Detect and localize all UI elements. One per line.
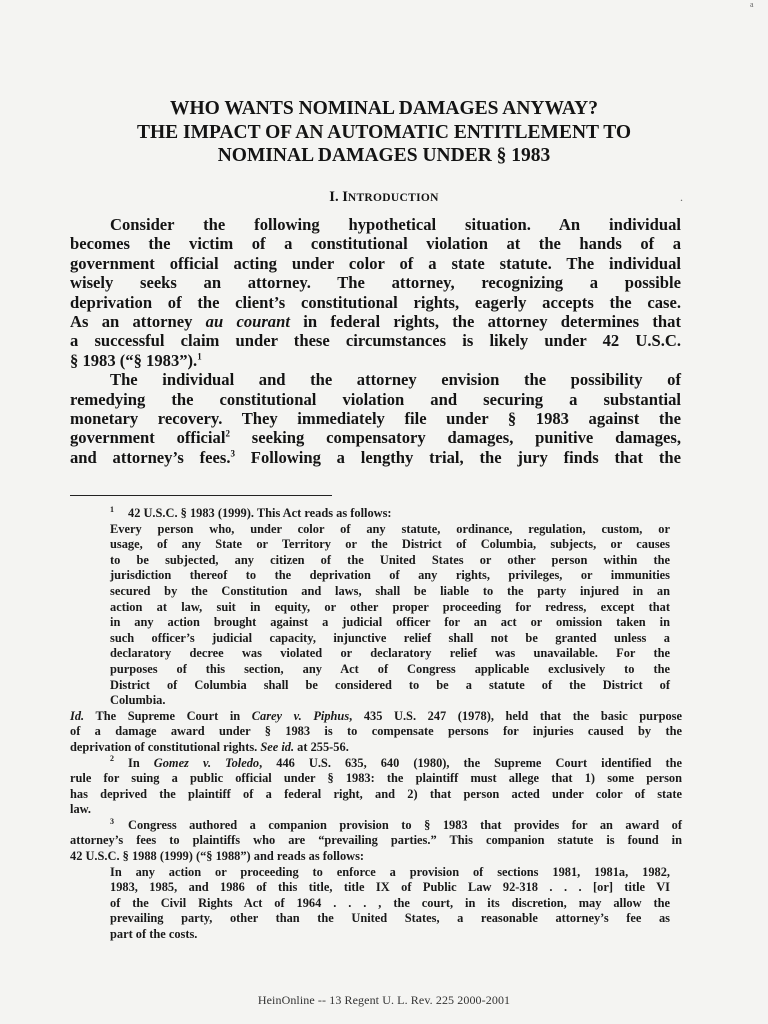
- text-run: in federal rights, the attorney determines that: [289, 312, 681, 332]
- id-signal: Id.: [70, 708, 85, 723]
- text-run: , 446 U.S. 635, 640 (1980), the Supreme Court identified the: [259, 755, 682, 770]
- scan-speck: .: [680, 190, 683, 204]
- case-name: Carey v. Piphus: [251, 708, 350, 723]
- text-run: and attorney’s fees.: [70, 447, 231, 467]
- text-run: In: [128, 755, 154, 770]
- body-paragraphs: [70, 215, 681, 467]
- footnote-3-line: attorney’s fees to plaintiffs who are “prevailing parties.” This companion statute is found in: [70, 833, 682, 848]
- quote-line: such officer’s judicial capacity, injunctive relief shall not be granted unless a: [110, 630, 670, 645]
- body-line: monetary recovery. They immediately file under § 1983 against the: [70, 409, 681, 429]
- body-line: [70, 428, 681, 447]
- text-run: government official: [70, 428, 226, 448]
- quote-line: to be subjected, any citizen of the United States or other person within the: [110, 552, 670, 567]
- footnote-number: 1: [110, 504, 114, 514]
- body-line: [70, 448, 681, 467]
- title-line: WHO WANTS NOMINAL DAMAGES ANYWAY?: [170, 98, 598, 119]
- footnote-2-line: has deprived the plaintiff of a federal right, and 2) that person acted under color of state: [70, 786, 682, 801]
- quote-line: of the Civil Rights Act of 1964 . . . , the court, in its discretion, may allow the: [110, 895, 670, 910]
- body-line: deprivation of the client’s constitutional rights, eagerly accepts the case.: [70, 292, 681, 312]
- footnote-number: 2: [110, 754, 114, 764]
- footnote-ref[interactable]: 3: [230, 448, 235, 459]
- case-name: Gomez v. Toledo: [153, 755, 260, 770]
- quote-line: Every person who, under color of any statute, ordinance, regulation, custom, or: [110, 521, 670, 536]
- quote-line: usage, of any State or Territory or the District of Columbia, subjects, or causes: [110, 537, 670, 552]
- page-citation: HeinOnline -- 13 Regent U. L. Rev. 225 2000-2001: [257, 993, 511, 1007]
- footnote-number: 3: [110, 816, 114, 826]
- body-line: [70, 312, 681, 331]
- body-line: remedying the constitutional violation and securing a substantial: [70, 389, 681, 409]
- body-line: The individual and the attorney envision the possibility of: [110, 370, 681, 390]
- title-line: THE IMPACT OF AN AUTOMATIC ENTITLEMENT TO: [136, 121, 632, 143]
- section-title-initial: I: [342, 189, 348, 205]
- section-heading: [0, 189, 768, 206]
- footnotes: [70, 506, 682, 943]
- body-line: a successful claim under these circumstances is likely under 42 U.S.C.: [70, 331, 681, 351]
- section-title-rest: NTRODUCTION: [347, 192, 439, 204]
- quote-line: purposes of this section, any Act of Congress applicable exclusively to the: [110, 661, 670, 676]
- see-id-signal: See id.: [260, 739, 295, 754]
- footnote-divider: [70, 495, 332, 496]
- footnote-ref[interactable]: 2: [225, 428, 230, 439]
- text-run: Following a lengthy trial, the jury finds that the: [235, 447, 681, 467]
- text-run: As an attorney: [70, 312, 206, 332]
- quote-line: jurisdiction thereof to the deprivation of any rights, privileges, or immunities: [110, 568, 670, 583]
- text-run: , 435 U.S. 247 (1978), held that the basic purpose: [349, 708, 682, 723]
- body-line: wisely seeks an attorney. The attorney, recognizing a possible: [70, 273, 681, 293]
- text-run: at 255-56.: [294, 739, 349, 754]
- quote-line: In any action or proceeding to enforce a provision of sections 1981, 1981a, 1982,: [110, 864, 670, 879]
- quote-line: in any action brought against a judicial officer for an act or omission taken in: [110, 615, 670, 630]
- footnote-ref[interactable]: 1: [197, 351, 202, 362]
- quote-line: action at law, suit in equity, or other proper proceeding for redress, except that: [110, 599, 670, 614]
- quote-line: 1983, 1985, and 1986 of this title, title IX of Public Law 92-318 . . . [or] title VI: [110, 880, 670, 895]
- body-line: government official acting under color of a state statute. The individual: [70, 253, 681, 273]
- title-line: NOMINAL DAMAGES UNDER § 1983: [217, 145, 551, 166]
- text-run: seeking compensatory damages, punitive damages,: [229, 428, 681, 448]
- text-run: The Supreme Court in: [84, 708, 252, 723]
- quote-line: prevailing party, other than the United States, a reasonable attorney’s fee as: [110, 911, 670, 926]
- article-title: [60, 97, 708, 168]
- body-line: Consider the following hypothetical situation. An individual: [110, 215, 681, 234]
- body-line: [70, 351, 681, 370]
- quote-line: District of Columbia shall be considered to be a statute of the District of: [110, 677, 670, 692]
- text-run: § 1983 (“§ 1983”).: [70, 350, 198, 370]
- footnote-1-line: [70, 740, 682, 756]
- footnote-2-line: [70, 756, 682, 772]
- footnote-3-line: [70, 818, 682, 834]
- footnote-text: 42 U.S.C. § 1983 (1999). This Act reads as follows:: [128, 506, 392, 520]
- footnote-1-line: [70, 506, 682, 522]
- footnote-1-line: [70, 709, 682, 725]
- quote-line: Columbia.: [110, 693, 166, 708]
- footnote-2-line: rule for suing a public official under § 1983: the plaintiff must allege that 1) some person: [70, 771, 682, 786]
- footnote-2-line: law.: [70, 802, 91, 817]
- quote-line: declaratory decree was violated or declaratory relief was unavailable. For the: [110, 646, 670, 661]
- footnote-3-line: 42 U.S.C. § 1988 (1999) (“§ 1988”) and reads as follows:: [70, 849, 365, 864]
- text-run: Congress authored a companion provision to § 1983 that provides for an award of: [128, 817, 682, 832]
- section-number: I.: [329, 189, 339, 205]
- text-run: deprivation of constitutional rights.: [70, 739, 261, 754]
- body-line: becomes the victim of a constitutional violation at the hands of a: [70, 234, 681, 254]
- italic-term: au courant: [205, 312, 290, 332]
- scan-speck: a: [750, 0, 754, 9]
- quote-line: part of the costs.: [110, 927, 198, 942]
- quote-line: secured by the Constitution and laws, shall be liable to the party injured in an: [110, 583, 670, 598]
- footnote-1-line: of a damage award under § 1983 is to compensate persons for injuries caused by the: [70, 724, 682, 739]
